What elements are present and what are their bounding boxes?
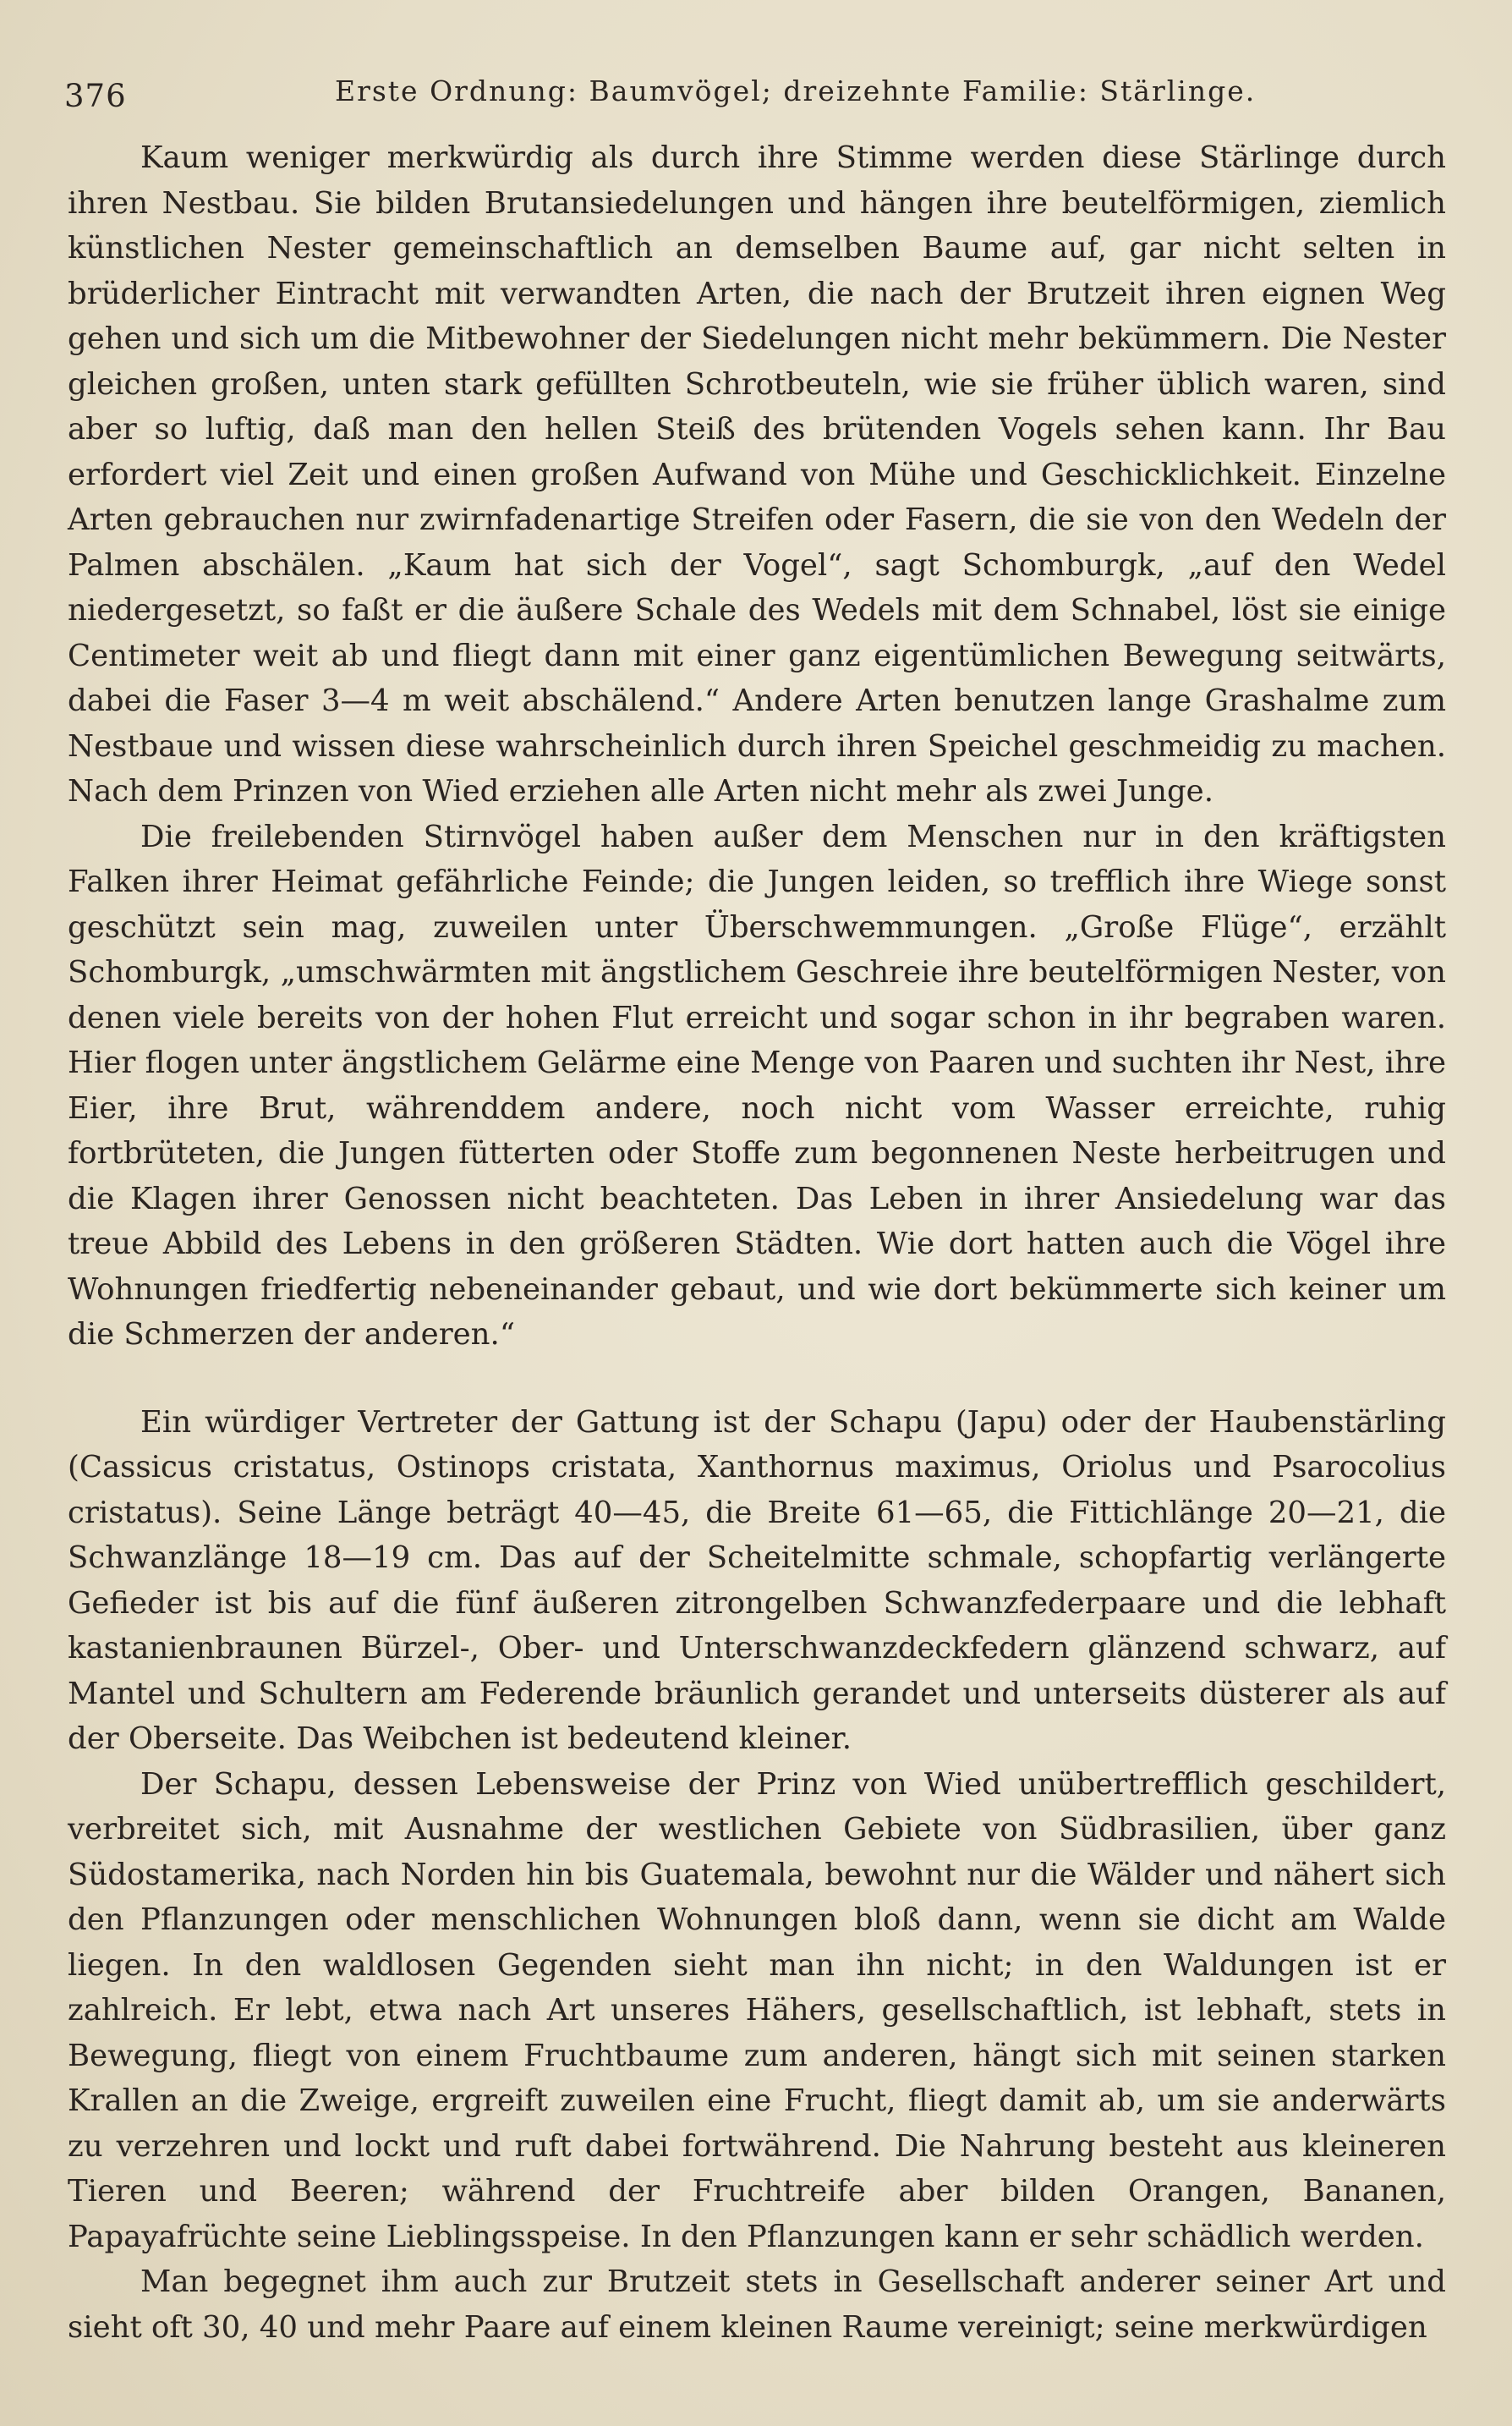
paragraph-feinde: Die freilebenden Stirnvögel haben außer dem Menschen nur in den kräftigsten Falken ihrer Heimat gefährliche Feinde; die Jungen leiden, so trefflich ihre Wiege sonst geschützt sein mag, zuweilen unter Überschwemmungen. „Große Flüge“, erzählt Schomburgk, „umschwärmten mit ängstlichem Geschreie ihre beutelförmigen Nester, von denen viele bereits von der hohen Flut erreicht und sogar schon in ihr begraben waren. Hier flogen unter ängstlichem Gelärme eine Menge von Paaren und suchten ihr Nest, ihre Eier, ihre Brut, währenddem andere, noch nicht vom Wasser erreichte, ruhig fortbrüteten, die Jungen fütterten oder Stoffe zum begonnenen Neste herbeitrugen und die Klagen ihrer Genossen nicht beachteten. Das Leben in ihrer Ansiedelung war das treue Abbild des Lebens in den größeren Städten. Wie dort hatten auch die Vögel ihre Wohnungen friedfertig nebeneinander gebaut, und wie dort bekümmerte sich keiner um die Schmerzen der anderen.“ [68,819,1446,1352]
paragraph-brutzeit: Man begegnet ihm auch zur Brutzeit stets in Gesellschaft anderer seiner Art und sieht oft 30, 40 und mehr Paare auf einem kleinen Raume vereinigt; seine merkwürdigen [68,2264,1446,2345]
page-number: 376 [64,78,127,114]
text-body [68,135,1446,2350]
paragraph-schapu-lebensweise: Der Schapu, dessen Lebensweise der Prinz von Wied unübertrefflich geschildert, verbreitet sich, mit Ausnahme der westlichen Gebiete von Südbrasilien, über ganz Südostamerika, nach Norden hin bis Guatemala, bewohnt nur die Wälder und nähert sich den Pflanzungen oder menschlichen Wohnungen bloß dann, wenn sie dicht am Walde liegen. In den waldlosen Gegenden sieht man ihn nicht; in den Waldungen ist er zahlreich. Er lebt, etwa nach Art unseres Hähers, gesellschaftlich, ist lebhaft, stets in Bewegung, fliegt von einem Fruchtbaume zum anderen, hängt sich mit seinen starken Krallen an die Zweige, ergreift zuweilen eine Frucht, fliegt damit ab, um sie anderwärts zu verzehren und lockt und ruft dabei fortwährend. Die Nahrung besteht aus kleineren Tieren und Beeren; während der Fruchtreife aber bilden Orangen, Bananen, Papayafrüchte seine Lieblingsspeise. In den Pflanzungen kann er sehr schädlich werden. [68,1766,1446,2254]
paragraph-schapu-description: Ein würdiger Vertreter der Gattung ist der Schapu (Japu) oder der Haubenstärling (Cassicus cristatus, Ostinops cristata, Xanthornus maximus, Oriolus und Psarocolius cristatus). Seine Länge beträgt 40—45, die Breite 61—65, die Fittichlänge 20—21, die Schwanzlänge 18—19 cm. Das auf der Scheitelmitte schmale, schopfartig verlängerte Gefieder ist bis auf die fünf äußeren zitrongelben Schwanzfederpaare und die lebhaft kastanienbraunen Bürzel-, Ober- und Unterschwanzdeckfedern glänzend schwarz, auf Mantel und Schultern am Federende bräunlich gerandet und unterseits düsterer als auf der Oberseite. Das Weibchen ist bedeutend kleiner. [68,1404,1446,1756]
paragraph-nestbau: Kaum weniger merkwürdig als durch ihre Stimme werden diese Stärlinge durch ihren Nestbau. Sie bilden Brutansiedelungen und hängen ihre beutelförmigen, ziemlich künstlichen Nester gemeinschaftlich an demselben Baume auf, gar nicht selten in brüderlicher Eintracht mit verwandten Arten, die nach der Brutzeit ihren eignen Weg gehen und sich um die Mitbewohner der Siedelungen nicht mehr bekümmern. Die Nester gleichen großen, unten stark gefüllten Schrotbeuteln, wie sie früher üblich waren, sind aber so luftig, daß man den hellen Steiß des brütenden Vogels sehen kann. Ihr Bau erfordert viel Zeit und einen großen Aufwand von Mühe und Geschicklichkeit. Einzelne Arten gebrauchen nur zwirnfadenartige Streifen oder Fasern, die sie von den Wedeln der Palmen abschälen. „Kaum hat sich der Vogel“, sagt Schomburgk, „auf den Wedel niedergesetzt, so faßt er die äußere Schale des Wedels mit dem Schnabel, löst sie einige Centimeter weit ab und fliegt dann mit einer ganz eigentümlichen Bewegung seitwärts, dabei die Faser 3—4 m weit abschälend.“ Andere Arten benutzen lange Grashalme zum Nestbaue und wissen diese wahrscheinlich durch ihren Speichel geschmeidig zu machen. Nach dem Prinzen von Wied erziehen alle Arten nicht mehr als zwei Junge. [68,140,1446,809]
running-head-title: Erste Ordnung: Baumvögel; dreizehnte Familie: Stärlinge. [335,74,1257,107]
running-head [64,68,1443,118]
